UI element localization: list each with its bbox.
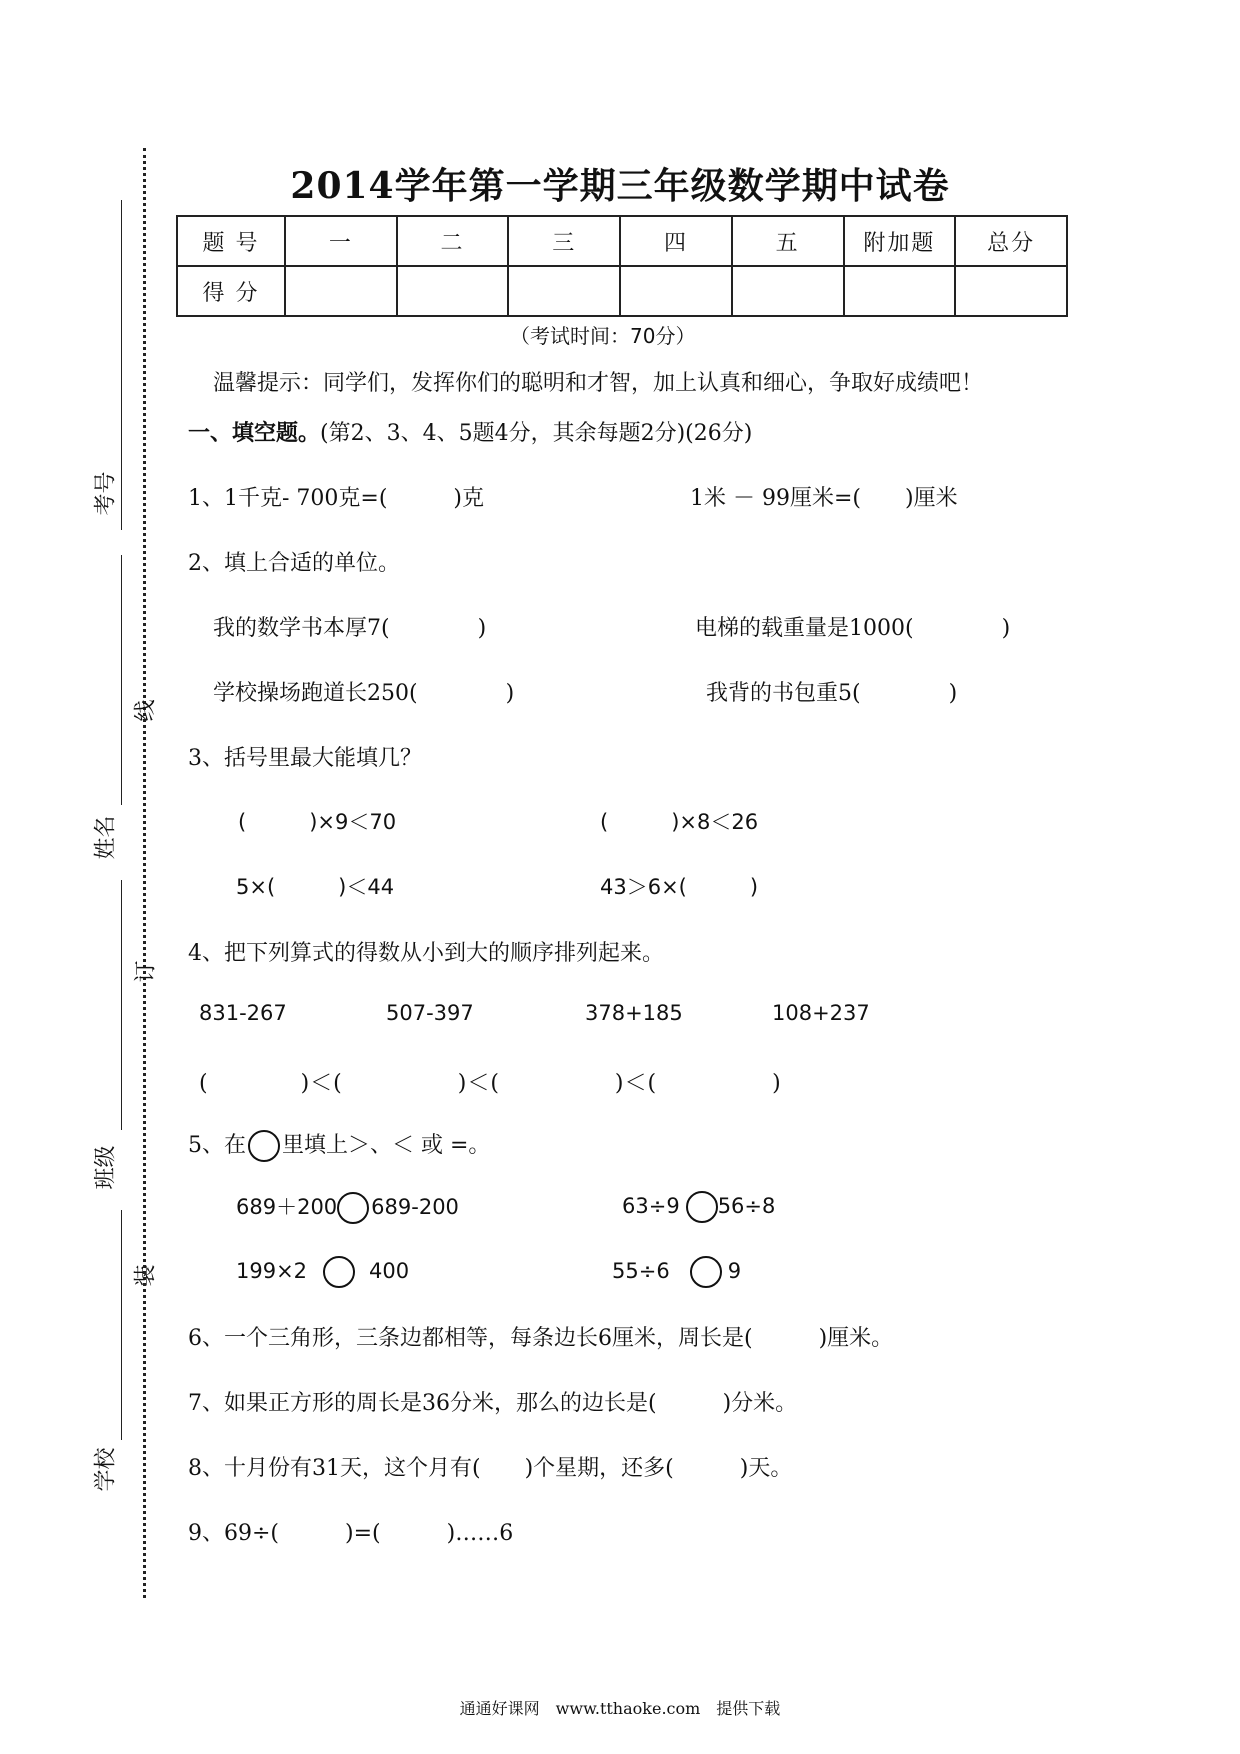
cut-mark-bind: 订	[133, 960, 159, 983]
compare-circle-icon[interactable]	[686, 1191, 718, 1223]
question-5d-left: 55÷6	[612, 1259, 670, 1283]
question-2a: 我的数学书本厚7( )	[213, 616, 487, 641]
margin-label-exam-number: 考号	[93, 471, 119, 516]
question-5a	[236, 1191, 459, 1224]
score-input-cell[interactable]	[844, 266, 956, 316]
question-5b-right: 56÷8	[717, 1194, 776, 1218]
exam-time: （考试时间：70分）	[510, 324, 696, 348]
question-5b	[622, 1191, 775, 1223]
compare-circle-icon[interactable]	[690, 1256, 722, 1288]
question-5d	[612, 1256, 741, 1288]
section-title: 一、填空题。	[188, 421, 321, 446]
margin-label-school: 学校	[93, 1447, 119, 1492]
question-1b: 1米 － 99厘米=( )厘米	[690, 486, 958, 511]
margin-rule-exam-number	[121, 200, 122, 530]
footer-credit: 通通好课网 www.tthaoke.com 提供下载	[459, 1699, 781, 1718]
question-3c: 5×( )＜44	[236, 875, 395, 899]
binding-dotted-line	[143, 148, 146, 1598]
score-table-score-row	[177, 266, 1067, 316]
question-4-stem: 4、把下列算式的得数从小到大的顺序排列起来。	[188, 941, 664, 966]
cut-mark-line: 线	[133, 699, 159, 722]
margin-rule-class	[121, 880, 122, 1130]
score-table	[176, 215, 1068, 317]
question-3d: 43＞6×( )	[600, 875, 759, 899]
question-9: 9、69÷( )=( )……6	[188, 1521, 514, 1546]
score-table-header-cell: 题 号	[177, 216, 285, 266]
question-6: 6、一个三角形，三条边都相等，每条边长6厘米，周长是( )厘米。	[188, 1326, 894, 1351]
compare-circle-icon[interactable]	[337, 1192, 369, 1224]
score-table-header-cell: 附加题	[844, 216, 956, 266]
question-2d: 我背的书包重5( )	[706, 681, 958, 706]
question-5a-right: 689-200	[371, 1195, 459, 1219]
margin-label-class: 班级	[93, 1145, 119, 1190]
question-7: 7、如果正方形的周长是36分米，那么的边长是( )分米。	[188, 1391, 798, 1416]
question-5b-left: 63÷9	[622, 1194, 680, 1218]
page-title: 2014学年第一学期三年级数学期中试卷	[290, 165, 950, 207]
score-table-header-cell: 二	[397, 216, 509, 266]
score-input-cell[interactable]	[508, 266, 620, 316]
score-table-header-cell: 一	[285, 216, 397, 266]
score-table-header-row	[177, 216, 1067, 266]
question-4-order: ( )＜( )＜( )＜( )	[199, 1071, 782, 1096]
score-input-cell[interactable]	[955, 266, 1067, 316]
question-8: 8、十月份有31天，这个月有( )个星期，还多( )天。	[188, 1456, 793, 1481]
score-input-cell[interactable]	[397, 266, 509, 316]
question-4-item: 108+237	[772, 1001, 870, 1025]
score-table-header-cell: 五	[732, 216, 844, 266]
score-input-cell[interactable]	[732, 266, 844, 316]
question-4-item: 831-267	[199, 1001, 287, 1025]
section-note: (第2、3、4、5题4分，其余每题2分)(26分)	[320, 421, 753, 446]
question-3b: ( )×8＜26	[600, 810, 759, 834]
score-table-header-cell: 总分	[955, 216, 1067, 266]
margin-rule-school	[121, 1210, 122, 1440]
section-heading	[188, 416, 752, 447]
cut-mark-install: 装	[133, 1264, 159, 1287]
score-table-header-cell: 三	[508, 216, 620, 266]
question-3a: ( )×9＜70	[238, 810, 397, 834]
question-5c-right: 400	[369, 1259, 410, 1283]
score-input-cell[interactable]	[285, 266, 397, 316]
compare-circle-icon	[248, 1130, 280, 1162]
compare-circle-icon[interactable]	[323, 1256, 355, 1288]
question-2-stem: 2、填上合适的单位。	[188, 551, 400, 576]
question-2b: 电梯的载重量是1000( )	[695, 616, 1011, 641]
question-5-stem-post: 里填上＞、＜ 或 =。	[282, 1133, 491, 1158]
question-4-item: 378+185	[585, 1001, 683, 1025]
question-5-stem	[188, 1128, 490, 1162]
question-3-stem: 3、括号里最大能填几？	[188, 746, 422, 771]
question-5-stem-pre: 5、在	[188, 1133, 246, 1158]
question-5d-right: 9	[727, 1259, 742, 1283]
question-5c-left: 199×2	[236, 1259, 308, 1283]
margin-label-name: 姓名	[93, 815, 119, 860]
question-2c: 学校操场跑道长250( )	[213, 681, 515, 706]
score-table-header-cell: 四	[620, 216, 732, 266]
score-input-cell[interactable]	[620, 266, 732, 316]
question-4-item: 507-397	[386, 1001, 474, 1025]
question-5c	[236, 1256, 409, 1288]
score-row-label: 得 分	[177, 266, 285, 316]
tip-text: 温馨提示：同学们，发挥你们的聪明和才智，加上认真和细心，争取好成绩吧！	[213, 371, 984, 396]
question-5a-left: 689＋200	[236, 1195, 338, 1219]
margin-rule-name	[121, 555, 122, 805]
question-1a: 1、1千克- 700克=( )克	[188, 486, 485, 511]
